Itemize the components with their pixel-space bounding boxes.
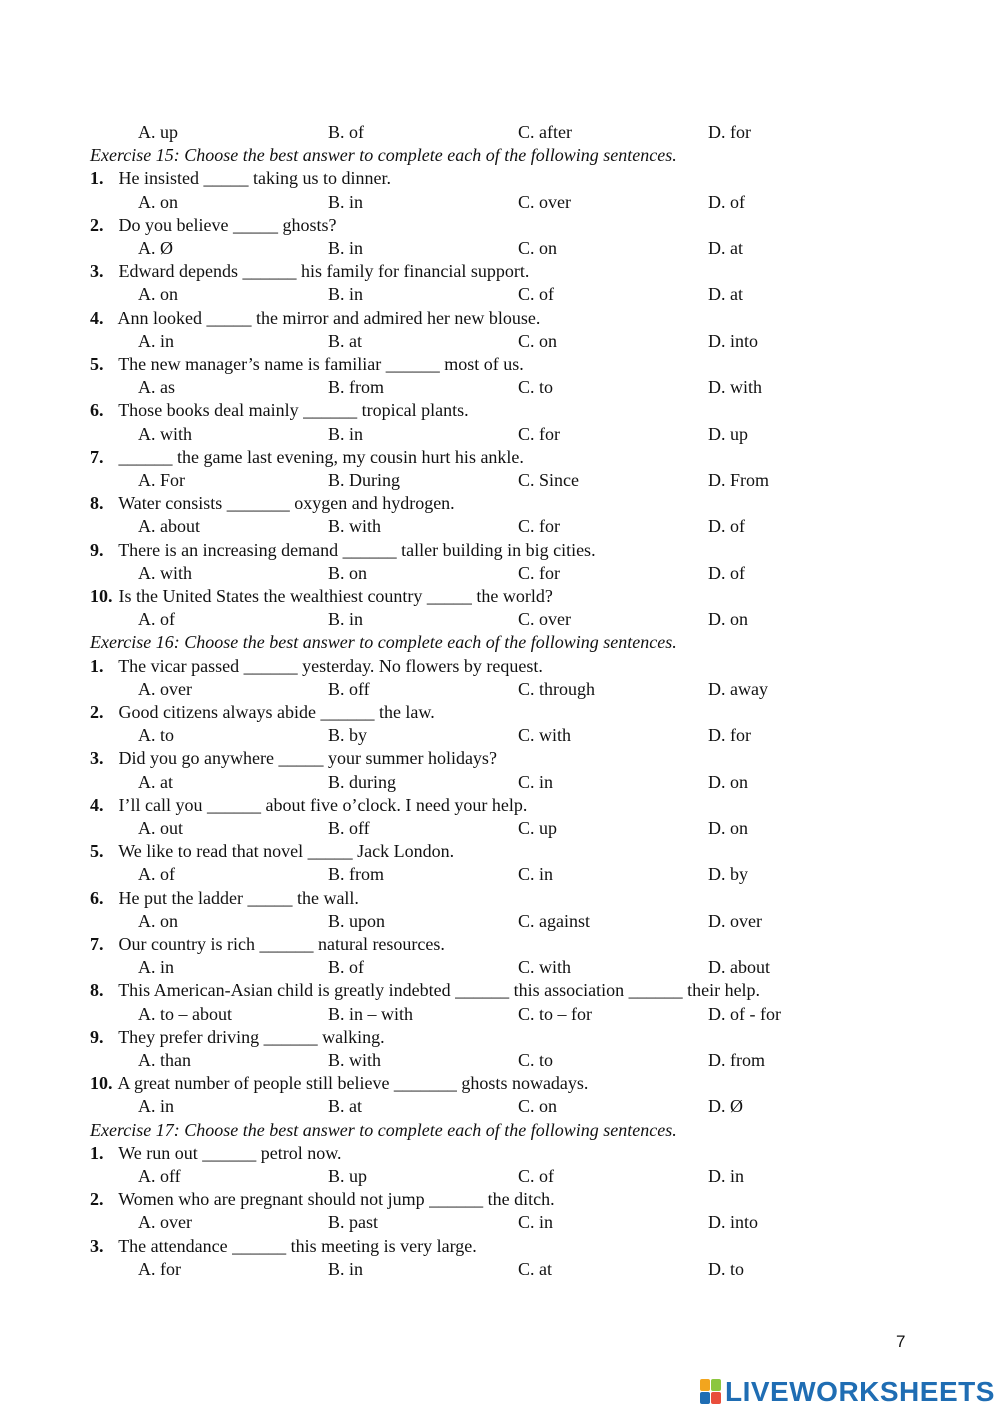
option-b: B. of	[328, 957, 364, 978]
option-c: C. over	[518, 191, 571, 212]
option-a: A. with	[138, 423, 192, 444]
option-d: D. Ø	[708, 1096, 743, 1117]
option-d: D. in	[708, 1166, 744, 1186]
option-c: C. for	[518, 423, 560, 444]
page-number: 7	[896, 1332, 906, 1351]
option-d: D. From	[708, 470, 770, 490]
option-c: C. in	[518, 1212, 554, 1233]
option-b: B. at	[328, 330, 362, 351]
question-number: 8.	[90, 493, 104, 514]
option-b: B. past	[328, 1212, 379, 1233]
logo-text: LIVEWORKSHEETS	[725, 1376, 995, 1407]
option-a: A. about	[138, 516, 200, 537]
question-number: 2.	[90, 214, 104, 235]
question-number: 3.	[90, 748, 104, 769]
option-b: B. in	[328, 238, 364, 258]
question-text: Good citizens always abide ______ the law.	[118, 702, 435, 722]
option-b: B. from	[328, 864, 384, 885]
question-line	[90, 794, 527, 817]
option-b: B. during	[328, 771, 397, 792]
question-number: 9.	[90, 1026, 104, 1047]
option-d: D. for	[708, 122, 751, 142]
question-text: Edward depends ______ his family for financial support.	[118, 261, 530, 282]
option-b: B. off	[328, 818, 370, 838]
question-line	[90, 399, 469, 422]
question-line	[90, 747, 497, 770]
option-a: A. over	[138, 1212, 192, 1233]
option-d: D. of	[708, 562, 745, 583]
question-line	[90, 887, 359, 910]
option-d: D. on	[708, 818, 748, 838]
question-line	[90, 307, 540, 330]
question-number: 7.	[90, 934, 104, 954]
question-line	[90, 840, 454, 863]
question-line	[90, 446, 524, 469]
option-a: A. of	[138, 609, 175, 630]
option-b: B. of	[328, 122, 364, 142]
question-number: 9.	[90, 539, 104, 560]
option-b: B. During	[328, 470, 400, 490]
question-text: I’ll call you ______ about five o’clock. I need your help.	[118, 794, 528, 815]
option-a: A. over	[138, 678, 192, 699]
option-a: A. For	[138, 470, 186, 490]
option-b: B. with	[328, 516, 382, 537]
option-d: D. away	[708, 678, 768, 699]
question-number: 1.	[90, 1142, 104, 1163]
option-c: C. against	[518, 910, 590, 931]
option-d: D. into	[708, 330, 759, 351]
option-c: C. for	[518, 516, 560, 537]
option-c: C. to – for	[518, 1003, 592, 1024]
question-number: 8.	[90, 980, 104, 1001]
exercise-heading: Exercise 17: Choose the best answer to complete each of the following sentences.	[90, 1119, 677, 1140]
option-a: A. in	[138, 1096, 174, 1117]
question-line	[90, 1026, 385, 1049]
option-c: C. over	[518, 609, 571, 630]
question-number: 6.	[90, 887, 104, 908]
option-b: B. in	[328, 423, 364, 444]
option-a: A. up	[138, 122, 178, 142]
option-b: B. from	[328, 377, 384, 398]
option-d: D. on	[708, 609, 748, 630]
option-c: C. Since	[518, 470, 579, 490]
question-number: 1.	[90, 168, 104, 189]
option-b: B. on	[328, 562, 368, 583]
option-c: C. with	[518, 957, 572, 978]
question-text: Water consists _______ oxygen and hydrogen.	[118, 493, 455, 514]
option-a: A. in	[138, 330, 174, 351]
question-text: The new manager’s name is familiar ______ most of us.	[118, 354, 524, 374]
question-line	[90, 1188, 555, 1211]
exercise-heading: Exercise 16: Choose the best answer to complete each of the following sentences.	[90, 632, 677, 653]
question-line	[90, 979, 760, 1002]
question-number: 10.	[90, 1073, 113, 1094]
question-number: 4.	[90, 794, 104, 815]
option-b: B. up	[328, 1166, 368, 1186]
liveworksheets-logo-icon	[700, 1379, 722, 1405]
question-number: 1.	[90, 655, 104, 676]
option-b: B. upon	[328, 910, 386, 931]
option-c: C. after	[518, 122, 572, 142]
question-number: 6.	[90, 400, 104, 421]
option-a: A. for	[138, 1258, 181, 1279]
option-a: A. to	[138, 725, 174, 746]
question-text: They prefer driving ______ walking.	[118, 1026, 385, 1047]
question-number: 2.	[90, 1189, 104, 1210]
option-a: A. with	[138, 562, 192, 583]
option-c: C. in	[518, 864, 554, 885]
question-text: There is an increasing demand ______ taller building in big cities.	[118, 539, 596, 560]
option-d: D. for	[708, 725, 751, 746]
question-line	[90, 701, 435, 724]
question-text: We run out ______ petrol now.	[118, 1142, 342, 1163]
option-c: C. of	[518, 284, 554, 305]
option-c: C. on	[518, 330, 558, 351]
question-text: He insisted _____ taking us to dinner.	[118, 168, 391, 189]
option-c: C. of	[518, 1166, 554, 1186]
option-a: A. at	[138, 771, 173, 792]
question-text: Ann looked _____ the mirror and admired her new blouse.	[117, 307, 541, 328]
question-line	[90, 933, 445, 956]
option-a: A. on	[138, 910, 178, 931]
question-line	[90, 655, 543, 678]
question-number: 7.	[90, 446, 104, 467]
question-text: Did you go anywhere _____ your summer holidays?	[118, 748, 497, 769]
question-number: 3.	[90, 1235, 104, 1256]
option-b: B. at	[328, 1096, 362, 1117]
question-line	[90, 1142, 342, 1165]
option-b: B. in	[328, 609, 364, 630]
question-number: 5.	[90, 354, 104, 374]
option-c: C. in	[518, 771, 554, 792]
question-text: The attendance ______ this meeting is very large.	[118, 1235, 477, 1256]
option-a: A. in	[138, 957, 174, 978]
liveworksheets-logo[interactable]	[700, 1374, 995, 1410]
question-line	[90, 260, 529, 283]
option-c: C. to	[518, 1050, 554, 1070]
question-text: Those books deal mainly ______ tropical plants.	[118, 400, 469, 421]
option-c: C. with	[518, 725, 572, 746]
option-d: D. about	[708, 957, 770, 978]
question-line	[90, 214, 336, 237]
option-b: B. in – with	[328, 1003, 414, 1024]
option-d: D. of	[708, 191, 745, 212]
option-b: B. in	[328, 191, 364, 212]
option-c: C. to	[518, 377, 554, 398]
question-line	[90, 1235, 477, 1258]
question-text: Women who are pregnant should not jump ______ the ditch.	[118, 1189, 555, 1210]
option-a: A. on	[138, 284, 178, 305]
option-d: D. into	[708, 1212, 759, 1233]
question-line	[90, 353, 524, 376]
option-b: B. in	[328, 1258, 364, 1279]
option-b: B. by	[328, 725, 368, 746]
question-number: 10.	[90, 586, 113, 606]
option-a: A. to – about	[138, 1003, 232, 1024]
option-c: C. on	[518, 1096, 558, 1117]
question-text: Our country is rich ______ natural resources.	[118, 934, 445, 954]
option-d: D. with	[708, 377, 762, 398]
option-c: C. on	[518, 238, 558, 258]
question-number: 3.	[90, 261, 104, 282]
question-text: Is the United States the wealthiest country _____ the world?	[118, 586, 553, 606]
option-a: A. than	[138, 1050, 191, 1070]
option-a: A. off	[138, 1166, 181, 1186]
question-text: This American-Asian child is greatly indebted ______ this association ______ their help.	[118, 980, 761, 1001]
option-d: D. at	[708, 284, 743, 305]
question-line	[90, 539, 596, 562]
option-d: D. from	[708, 1050, 765, 1070]
option-b: B. off	[328, 678, 370, 699]
option-d: D. up	[708, 423, 748, 444]
question-text: Do you believe _____ ghosts?	[118, 214, 337, 235]
option-a: A. Ø	[138, 238, 173, 258]
question-number: 5.	[90, 841, 104, 862]
option-d: D. of - for	[708, 1003, 781, 1024]
option-d: D. of	[708, 516, 745, 537]
question-number: 2.	[90, 702, 104, 722]
option-c: C. for	[518, 562, 560, 583]
option-a: A. out	[138, 818, 183, 838]
question-number: 4.	[90, 307, 104, 328]
option-a: A. as	[138, 377, 175, 398]
option-a: A. on	[138, 191, 178, 212]
exercise-heading: Exercise 15: Choose the best answer to complete each of the following sentences.	[90, 145, 677, 166]
option-d: D. by	[708, 864, 748, 885]
option-b: B. in	[328, 284, 364, 305]
option-a: A. of	[138, 864, 175, 885]
question-text: We like to read that novel _____ Jack London.	[118, 841, 455, 862]
question-line	[90, 492, 455, 515]
question-line	[90, 167, 391, 190]
question-line	[90, 1072, 588, 1095]
option-d: D. to	[708, 1258, 744, 1279]
option-c: C. up	[518, 818, 558, 838]
question-text: ______ the game last evening, my cousin hurt his ankle.	[118, 446, 524, 467]
option-c: C. at	[518, 1258, 552, 1279]
question-text: A great number of people still believe _______ ghosts nowadays.	[117, 1073, 589, 1094]
question-text: He put the ladder _____ the wall.	[118, 887, 359, 908]
option-d: D. on	[708, 771, 748, 792]
option-b: B. with	[328, 1050, 382, 1070]
question-text: The vicar passed ______ yesterday. No flowers by request.	[118, 655, 543, 676]
option-d: D. at	[708, 238, 743, 258]
option-c: C. through	[518, 678, 596, 699]
question-line	[90, 585, 553, 608]
option-d: D. over	[708, 910, 762, 931]
